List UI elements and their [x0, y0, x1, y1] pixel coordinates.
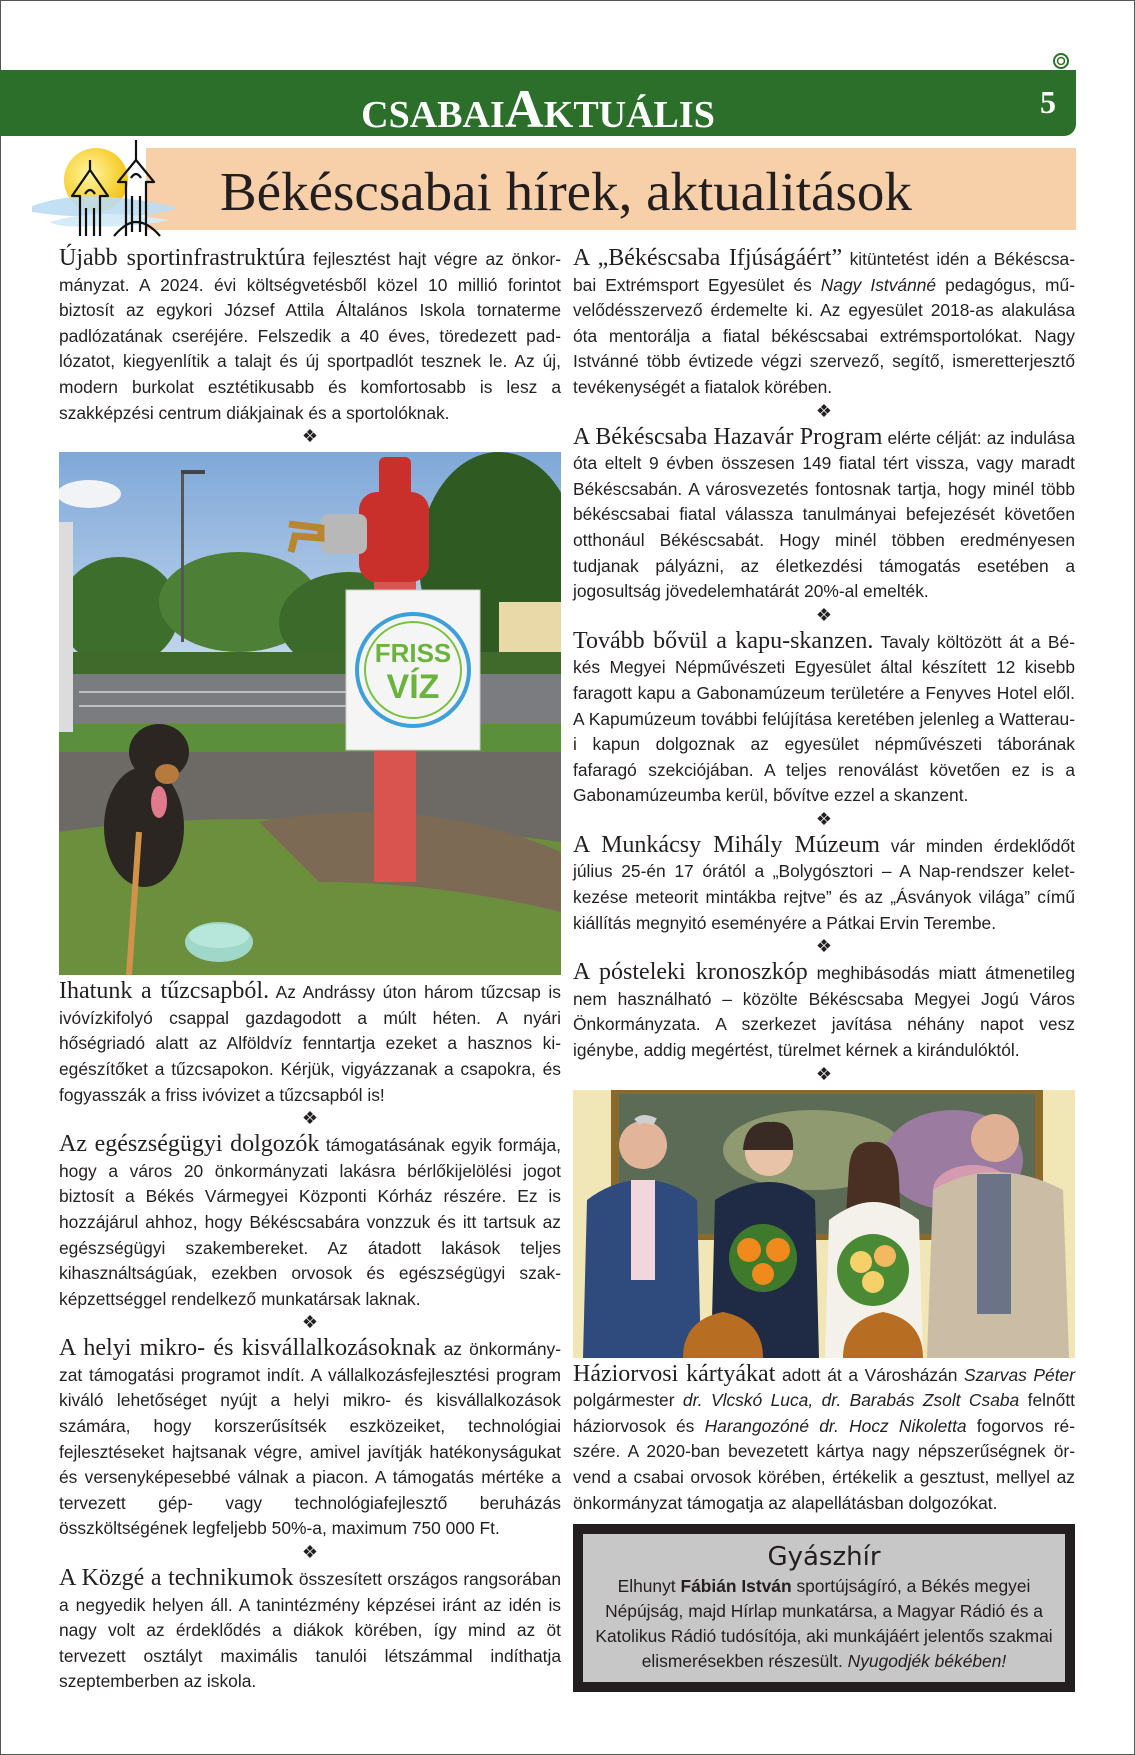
- article-lead: Ihatunk a tűzcsapból.: [59, 978, 270, 1005]
- article-body: meghibásodás miatt átmenetileg nem használható – közölte Békéscsaba Megyei Jogú Város Önkormányzata. A szerkezet javítása néhány napot vesz igénybe, addig megértést, türelmet kérnek a kirándulóktól.: [573, 963, 1075, 1061]
- church-towers-logo-icon: [30, 136, 180, 240]
- svg-text:VÍZ: VÍZ: [386, 668, 440, 707]
- article-lead: A Közgé a technikumok: [59, 1565, 294, 1592]
- person-name: dr. Vlcskó Luca, dr. Barabás Zsolt Csaba: [682, 1390, 1020, 1411]
- article-chronoscope: [573, 960, 1075, 1063]
- article-body: polgármester: [573, 1390, 683, 1411]
- article-body: adott át a Városházán: [775, 1364, 965, 1385]
- article-hazavar-program: [573, 425, 1075, 605]
- publication-title: [0, 78, 1076, 140]
- article-lead: Az egészségügyi dolgozók: [59, 1131, 320, 1158]
- page-number: 5: [1040, 84, 1056, 120]
- article-body: kitüntetést idén a Békéscsabai Extrémsport Egyesület és: [573, 249, 1076, 295]
- article-body: vár minden érdeklődőt július 25-én 17 órától a „Bolygósztori – A Nap-rendszer keletkezése meteorit mintákba rejtve” és az „Ásványok világa” című kiállítás megnyitó eseményére a Pátkai Ervin Terembe.: [573, 835, 1075, 933]
- article-lead: Újabb sportinfrastruktúra: [59, 245, 306, 271]
- article-body: pedagógus, művelődésszervező érdemelte ki. Az egyesület 2018-as alakulása óta mentorálja a fiatal békéscsabai extrémsportolókat. Nagy Istvánné több évtizede végzi szervező, segítő, ismeretterjesztő tevékenységét a fiatalok körében.: [573, 274, 1075, 397]
- hydrant-photo-illustration: [59, 452, 561, 975]
- divider-ornament-icon: ❖: [815, 936, 833, 957]
- photo-doctor-cards-ceremony: [573, 1090, 1075, 1358]
- left-column: [59, 246, 561, 1695]
- article-body: az önkormányzat támogatási programot indít. A vállalkozásfejlesztési program kiváló lehetőséget nyújt a helyi mikro- és kisvállalkozások számára, hogy korszerűsítsék eszközeiket, technológiai fejlesztéseket hajtsanak végre, amivel javítják hatékonyságukat és versenyképesebbé válnak a piacon. A támogatás mértéke a tervezett gép- vagy technológiafejlesztő beruházás összköltségének legfeljebb 50%-a, maximum 750 000 Ft.: [59, 1339, 562, 1539]
- title-part-1: CSABAI: [361, 94, 505, 136]
- divider-ornament-icon: ❖: [301, 426, 319, 447]
- obituary-text-part: sportújságíró, a Békés megyei Népújság, majd Hírlap munkatársa, a Magyar Rádió és a Katolikus Rádió tudósítója, aki munkájáért jelentős szakmai elismerésekben részesült.: [595, 1576, 1053, 1672]
- obituary-closing: Nyugodjék békében!: [847, 1651, 1007, 1672]
- right-column: [573, 246, 1075, 1692]
- article-body: összesített országos rangsorában a negyedik helyen áll. A tanintézmény képzései iránt az idén is nagy volt az érdeklődés a diákok körében, így mind az öt tervezett osztályt maximális tanulói létszámmal indíthatja szeptemberben az iskola.: [59, 1569, 561, 1692]
- section-title: Békéscsabai hírek, aktualitások: [220, 161, 912, 222]
- article-lead: Háziorvosi kártyákat: [573, 1360, 776, 1387]
- person-name: Szarvas Péter: [964, 1364, 1075, 1385]
- article-body: Az Andrássy úton három tűzcsap is ivóvízkifolyó csappal gazdagodott a múlt héten. A nyári hőségriadó alatt az Alföldvíz fenntartja ezeket a hasznos kiegészítőket a tűzcsapokon. Kérjük, vigyázzanak a csapokra, és fogyasszák a friss ivóvizet a tűzcsapból is!: [59, 982, 561, 1105]
- article-doctor-cards: [573, 1362, 1075, 1517]
- title-part-2: KTUÁLIS: [543, 94, 715, 136]
- article-gate-skanzen: [573, 629, 1075, 809]
- article-small-business: [59, 1336, 561, 1542]
- article-fire-hydrant: [59, 979, 561, 1108]
- article-body: felnőtt háziorvosok és: [573, 1390, 1076, 1436]
- person-name: Harangozóné dr. Hocz Nikoletta: [704, 1415, 967, 1436]
- obituary-title: Gyászhír: [767, 1542, 881, 1573]
- ceremony-photo-illustration: [573, 1090, 1075, 1358]
- divider-ornament-icon: ❖: [301, 1542, 319, 1563]
- obituary-box: [573, 1524, 1075, 1692]
- article-lead: A „Békéscsaba Ifjúságáért”: [573, 245, 843, 271]
- svg-text:FRISS: FRISS: [374, 638, 452, 669]
- divider-ornament-icon: ❖: [301, 1108, 319, 1129]
- article-body: elérte célját: az indulása óta eltelt 9 évben összesen 149 fiatal tért vissza, vagy maradt Békéscsabán. A városvezetés fontosnak tartja, hogy minél több békéscsabai fiatal válassza tanulmányai befejezését követően otthonául Békéscsabát. Hogy minél többen eredményesen tudjanak pályázni, az életkezdési támogatás esetében a jogosultság jövedelemhatárát 20%-al emelték.: [573, 427, 1075, 602]
- article-lead: Tovább bővül a kapu-skanzen.: [573, 627, 874, 654]
- article-body: Tavaly költözött át a Békés Megyei Népművészeti Egyesület által készített 12 kisebb faragott kapu a Gabonamúzeum területére a Fenyves Hotel elől. A Kapumúzeum további felújítása keretében jelenleg a Watterau-i kapun dolgoznak az egyesület népművészeti táborának fafaragó szekciójában. A teljes renoválást követően ez is a Gabonamúzeumba kerül, bővítve ezzel a skanzent.: [573, 631, 1075, 806]
- divider-ornament-icon: ❖: [815, 808, 833, 829]
- obituary-text-part: Elhunyt: [617, 1576, 681, 1597]
- section-banner: [146, 148, 1076, 230]
- scroll-curl-icon: [1052, 52, 1070, 70]
- divider-ornament-icon: ❖: [815, 604, 833, 625]
- article-health-workers: [59, 1132, 561, 1312]
- obituary-text: [593, 1574, 1055, 1674]
- article-lead: A pósteleki kronoszkóp: [573, 959, 808, 986]
- article-lead: A Munkácsy Mihály Múzeum: [573, 831, 880, 858]
- article-sport-infrastructure: [59, 246, 561, 426]
- deceased-name: Fábián István: [680, 1576, 792, 1597]
- article-lead: A helyi mikro- és kisvállalkozásoknak: [59, 1335, 437, 1362]
- masthead: [0, 70, 1076, 139]
- person-name: Nagy Istvánné: [820, 274, 937, 295]
- article-body: fejlesztést hajt végre az önkormányzat. A 2024. évi költségvetésből közel 10 millió forintot biztosít az egykori József Attila Általános Iskola tornaterme padlózatának cseréjére. Felszedik a 40 éves, töredezett padlózatot, kiegyenlítik a talajt és új sportpadlót tesznek le. Az új, modern burkolat esztétikusabb és komfortosabb is lesz a szakképzési centrum diákjainak és a sportolóknak.: [59, 249, 561, 423]
- article-body: fogorvos részére. A 2020-ban bevezetett kártya nagy népszerűségnek örvend a csabai orvosok körében, értékelik a gesztust, mellyel az önkormányzat támogatja az alapellátásban dolgozókat.: [573, 1415, 1075, 1513]
- article-kozge: [59, 1566, 561, 1695]
- article-munkacsy-museum: [573, 833, 1075, 936]
- article-youth-award: [573, 246, 1075, 401]
- article-body: támogatásának egyik formája, hogy a város 20 önkormányzati lakásra bérlőkijelölési jogot biztosít a Békés Vármegyei Központi Kórház részére. Ez is hozzájárul ahhoz, hogy Békéscsabára vonzzuk és itt tartsuk az egészségügyi szakembereket. Az átadott lakások teljes kihasználtságúak, ezekben orvosok és egészségügyi szakképzettséggel rendelkező munkatársak laknak.: [59, 1135, 561, 1309]
- photo-fire-hydrant-dog: [59, 452, 561, 975]
- divider-ornament-icon: ❖: [815, 400, 833, 421]
- divider-ornament-icon: ❖: [301, 1312, 319, 1333]
- divider-ornament-icon: ❖: [815, 1063, 833, 1084]
- title-big-letter: A: [504, 79, 544, 139]
- article-lead: A Békéscsaba Hazavár Program: [573, 423, 883, 450]
